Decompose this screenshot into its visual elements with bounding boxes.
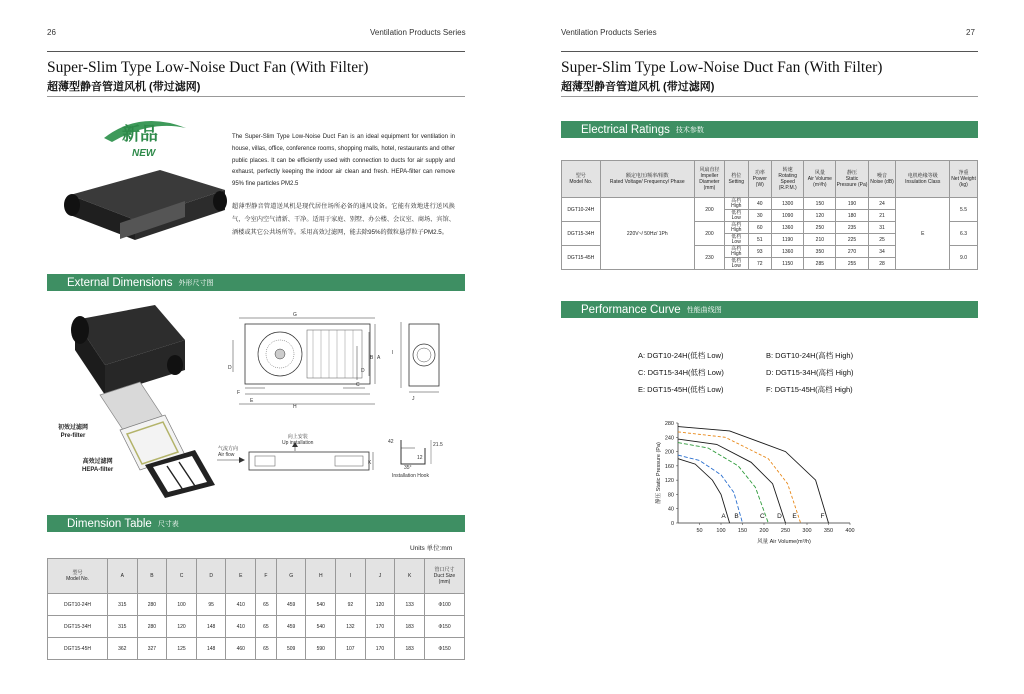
cell: Φ100 [425, 594, 465, 616]
dim-label-g: G [293, 312, 297, 318]
cell: Φ150 [425, 616, 465, 638]
y-tick-label: 200 [664, 449, 674, 456]
cell: 30 [748, 210, 772, 222]
hepa-label-cn: 高效过滤网 [82, 459, 113, 465]
cell: 148 [196, 616, 226, 638]
dim-col: A [108, 559, 138, 594]
top-view-drawing [225, 310, 385, 420]
dim-col: J [365, 559, 395, 594]
dim-col-model-en: Model No. [66, 576, 89, 582]
cell: 210 [804, 234, 836, 246]
curve-label-f: F [820, 513, 825, 520]
legend-item: C: DGT15-34H(低档 Low) [638, 368, 724, 377]
cell: 170 [365, 638, 395, 660]
x-tick-label: 350 [823, 528, 834, 534]
description-en: The Super-Slim Type Low-Noise Duct Fan is an ideal equipment for ventilation in house, villas, office, conference rooms, shopping malls, hotel, restaurants and other public places. It can be efficiently used with connection to ducts for air supply and exhaust, perfectly keeping the indoor air clean and fresh. HEPA-filter can remove 95% fine particles PM2.5 [232, 134, 455, 188]
new-badge-en: NEW [132, 148, 156, 159]
dim-label-21-5: 21.5 [433, 442, 443, 448]
cell: 190 [836, 198, 868, 210]
airflow-label [218, 446, 238, 458]
dim-label-42: 42 [388, 439, 394, 445]
up-installation-label-en: Up installation [282, 440, 314, 446]
elec-col-diameter-en: Impeller Diameter (mm) [699, 173, 720, 191]
cell: 65 [256, 594, 277, 616]
section-title: Dimension Table [67, 517, 152, 530]
cell: 280 [137, 594, 167, 616]
cell: 225 [836, 234, 868, 246]
cell: 93 [748, 246, 772, 258]
x-tick-label: 150 [737, 528, 748, 534]
cell: 107 [336, 638, 366, 660]
hepa-label [82, 458, 113, 474]
elec-col-static-pressure-en: Static Pressure (Pa) [836, 176, 868, 188]
cell: 315 [108, 594, 138, 616]
setting-high [724, 222, 748, 234]
cell: 540 [306, 616, 336, 638]
cell: 250 [804, 222, 836, 234]
performance-curve-chart [652, 415, 872, 555]
dim-col-duct-en: Duct Size [433, 573, 456, 579]
cell: 95 [196, 594, 226, 616]
cell: 120 [167, 616, 197, 638]
description-cn: 超薄型静音管道送风机是现代居住场所必备的通风设备。它能有效地进行送风换气，令室内空气清新、干净。适用于家庭、别墅、办公楼、会议室、商场、宾馆、酒楼或其它公共场所等。采用高效过滤网，能去除95%的微粒悬浮粒子PM2.5。 [232, 203, 455, 236]
curve-label-a: A [721, 513, 726, 520]
elec-col-voltage-en: Rated Voltage/ Frequency/ Phase [609, 179, 685, 185]
setting-low-en: Low [731, 214, 741, 221]
cell: DGT10-24H [48, 594, 108, 616]
units-label: Units 单位:mm [410, 545, 453, 552]
cell: 120 [804, 210, 836, 222]
cell: 200 [694, 222, 724, 246]
cell: 270 [836, 246, 868, 258]
cell: 132 [336, 616, 366, 638]
elec-col-air-volume-en: Air Volume (m³/h) [807, 176, 832, 188]
series-line-c [678, 443, 768, 523]
cell: 148 [196, 638, 226, 660]
exploded-view [55, 300, 220, 500]
dim-label-j: J [412, 396, 415, 402]
elec-col-power-en: Power (W) [752, 176, 767, 188]
legend-item: B: DGT10-24H(高档 High) [766, 351, 854, 360]
cell: 100 [167, 594, 197, 616]
elec-col-speed-cn: 转速 [782, 167, 793, 173]
cell: DGT10-24H [562, 198, 601, 222]
cell: 34 [868, 246, 896, 258]
x-tick-label: 100 [716, 528, 726, 534]
legend-item: E: DGT15-45H(低档 Low) [638, 385, 724, 394]
dim-label-h: H [293, 404, 297, 410]
y-axis-title: 静压 Static Pressure (Pa) [656, 442, 662, 504]
legend-item: A: DGT10-24H(低档 Low) [638, 351, 724, 360]
cell: Φ150 [425, 638, 465, 660]
cell: 180 [836, 210, 868, 222]
dim-col-duct [425, 559, 465, 594]
y-tick-label: 80 [667, 492, 674, 499]
table-row [48, 594, 465, 616]
cell: 24 [868, 198, 896, 210]
dim-col-duct-unit: (mm) [438, 579, 451, 585]
dim-col: I [336, 559, 366, 594]
elec-col-diameter [694, 161, 724, 198]
setting-high-cn: 高档 [731, 197, 742, 204]
dim-col: H [306, 559, 336, 594]
cell: DGT15-34H [562, 222, 601, 246]
header-rule [47, 51, 465, 52]
cell: 509 [276, 638, 306, 660]
x-tick-label: 200 [759, 528, 769, 534]
dim-label-k: K [368, 460, 372, 466]
setting-low [724, 210, 748, 222]
cell: 72 [748, 258, 772, 270]
elec-col-static-pressure [836, 161, 868, 198]
elec-col-voltage-cn: 额定电压/频率/相数 [625, 173, 669, 179]
dim-col: E [226, 559, 256, 594]
front-view-drawing [215, 440, 385, 480]
dim-label-d-left: D [228, 365, 232, 371]
table-row [48, 616, 465, 638]
cell: 235 [836, 222, 868, 234]
x-tick-label: 400 [845, 528, 855, 534]
setting-low [724, 258, 748, 270]
cell: 51 [748, 234, 772, 246]
dim-col: B [137, 559, 167, 594]
electrical-ratings-table [561, 160, 978, 270]
hepa-label-en: HEPA-filter [82, 467, 114, 473]
dim-label-e: E [250, 398, 254, 404]
setting-low-en: Low [731, 262, 741, 269]
dim-col: K [395, 559, 425, 594]
cell: DGT15-45H [48, 638, 108, 660]
prefilter-label-cn: 初效过滤网 [58, 425, 89, 431]
cell: 125 [167, 638, 197, 660]
airflow-label-cn: 气流方向 [218, 446, 239, 452]
elec-col-weight-cn: 净重 [958, 170, 969, 176]
elec-col-noise [868, 161, 896, 198]
y-tick-label: 160 [664, 463, 674, 470]
table-row [48, 638, 465, 660]
series-line-f [678, 427, 829, 523]
cell: 1090 [772, 210, 804, 222]
y-tick-label: 280 [664, 421, 674, 427]
elec-col-model-en: Model No. [569, 179, 593, 185]
section-band-performance-curve [561, 301, 978, 318]
cell: DGT15-34H [48, 616, 108, 638]
setting-high-en: High [731, 250, 742, 257]
dim-label-a: A [377, 355, 381, 361]
dimension-table [47, 558, 465, 660]
cell: 280 [137, 616, 167, 638]
curve-label-e: E [792, 513, 797, 520]
cell: 350 [804, 246, 836, 258]
legend-item: F: DGT15-45H(高档 High) [766, 385, 853, 394]
elec-col-model-cn: 型号 [575, 173, 586, 179]
elec-col-insulation [896, 161, 950, 198]
cell: 459 [276, 616, 306, 638]
elec-col-noise-en: Noise (dB) [870, 179, 894, 185]
dim-col: G [276, 559, 306, 594]
cell: 200 [694, 198, 724, 222]
elec-col-speed [772, 161, 804, 198]
cell: 6.3 [950, 222, 978, 246]
dim-col-model [48, 559, 108, 594]
y-tick-label: 240 [664, 435, 674, 442]
legend-item: D: DGT15-34H(高档 High) [766, 368, 854, 377]
side-view-drawing [395, 318, 445, 398]
title-rule [47, 96, 465, 97]
cell: 120 [365, 594, 395, 616]
x-tick-label: 300 [802, 528, 812, 534]
cell: 285 [804, 258, 836, 270]
elec-col-diameter-cn: 风扇直径 [699, 167, 720, 173]
x-tick-label: 50 [696, 528, 703, 534]
cell: 1190 [772, 234, 804, 246]
elec-col-air-volume-cn: 风量 [814, 170, 825, 176]
dim-col: D [196, 559, 226, 594]
cell: DGT15-45H [562, 246, 601, 270]
elec-col-voltage [600, 161, 694, 198]
elec-col-speed-en: Rotating Speed (R.P.M.) [778, 173, 797, 191]
cell: 230 [694, 246, 724, 270]
cell: 410 [226, 616, 256, 638]
cell: 327 [137, 638, 167, 660]
up-installation-label [282, 434, 313, 446]
x-tick-label: 250 [780, 528, 791, 534]
section-title: External Dimensions [67, 276, 173, 289]
elec-col-setting-cn: 档位 [731, 173, 742, 179]
dim-label-35: 35° [404, 465, 412, 471]
series-header: Ventilation Products Series [561, 28, 657, 37]
elec-col-static-pressure-cn: 静压 [846, 170, 857, 176]
section-band-electrical-ratings [561, 121, 978, 138]
series-line-b [678, 455, 743, 523]
page-subtitle: 超薄型静音管道风机 (带过滤网) [47, 81, 201, 93]
cell: 133 [395, 594, 425, 616]
elec-col-insulation-en: Insulation Class [905, 179, 941, 185]
dim-label-b: B [370, 355, 374, 361]
cell: E [896, 198, 950, 270]
y-tick-label: 40 [667, 506, 674, 513]
cell: 60 [748, 222, 772, 234]
curve-label-b: B [734, 513, 739, 520]
section-title-cn: 尺寸表 [157, 520, 179, 528]
cell: 220V~/ 50Hz/ 1Ph [600, 198, 694, 270]
cell: 28 [868, 258, 896, 270]
page-number: 26 [47, 28, 56, 37]
airflow-label-en: Air flow [218, 452, 235, 458]
dim-col: C [167, 559, 197, 594]
cell: 170 [365, 616, 395, 638]
section-title-cn: 外形尺寸图 [178, 279, 214, 287]
cell: 25 [868, 234, 896, 246]
cell: 315 [108, 616, 138, 638]
cell: 183 [395, 638, 425, 660]
section-band-external-dimensions [47, 274, 465, 291]
title-rule [561, 96, 978, 97]
series-header: Ventilation Products Series [370, 28, 466, 37]
setting-low-cn: 低档 [731, 257, 742, 264]
elec-col-weight [950, 161, 978, 198]
prefilter-label-en: Pre-filter [60, 433, 86, 439]
page-title: Super-Slim Type Low-Noise Duct Fan (With Filter) [47, 59, 369, 76]
cell: 31 [868, 222, 896, 234]
setting-high-en: High [731, 226, 742, 233]
cell: 65 [256, 638, 277, 660]
cell: 1360 [772, 222, 804, 234]
cell: 362 [108, 638, 138, 660]
page-number: 27 [966, 28, 975, 37]
new-badge-cn: 新品 [122, 124, 158, 144]
elec-col-power-cn: 功率 [754, 170, 765, 176]
setting-low-en: Low [731, 238, 741, 245]
dim-label-c: C [356, 382, 360, 388]
y-tick-label: 0 [670, 521, 674, 527]
page-title: Super-Slim Type Low-Noise Duct Fan (With Filter) [561, 59, 883, 76]
cell: 183 [395, 616, 425, 638]
product-photo [60, 165, 230, 255]
elec-col-setting [724, 161, 748, 198]
cell: 150 [804, 198, 836, 210]
elec-col-noise-cn: 噪音 [877, 173, 888, 179]
cell: 9.0 [950, 246, 978, 270]
setting-high-en: High [731, 202, 742, 209]
table-row [562, 198, 978, 210]
dim-label-i: I [392, 350, 394, 356]
setting-low [724, 234, 748, 246]
series-line-d [678, 439, 786, 523]
page-subtitle: 超薄型静音管道风机 (带过滤网) [561, 81, 715, 93]
cell: 65 [256, 616, 277, 638]
cell: 540 [306, 594, 336, 616]
installation-hook-label: Installation Hook [392, 473, 429, 479]
elec-col-power [748, 161, 772, 198]
cell: 255 [836, 258, 868, 270]
right-page [512, 0, 1024, 694]
curve-label-d: D [777, 513, 782, 520]
section-band-dimension-table [47, 515, 465, 532]
setting-high [724, 246, 748, 258]
cell: 1360 [772, 246, 804, 258]
setting-low-cn: 低档 [731, 209, 742, 216]
dim-label-d-right: D [361, 368, 365, 374]
section-title: Electrical Ratings [581, 123, 670, 136]
elec-col-model [562, 161, 601, 198]
up-installation-label-cn: 向上安装 [287, 434, 308, 440]
dim-label-f: F [237, 390, 241, 396]
new-badge [100, 114, 190, 166]
elec-col-insulation-cn: 电机绝缘等级 [907, 173, 938, 179]
section-title: Performance Curve [581, 303, 681, 316]
cell: 40 [748, 198, 772, 210]
cell: 410 [226, 594, 256, 616]
header-rule [561, 51, 978, 52]
cell: 92 [336, 594, 366, 616]
cell: 1300 [772, 198, 804, 210]
cell: 1150 [772, 258, 804, 270]
elec-col-weight-en: Net Weight (kg) [951, 176, 976, 188]
y-tick-label: 120 [664, 478, 674, 485]
setting-low-cn: 低档 [731, 233, 742, 240]
cell: 460 [226, 638, 256, 660]
dim-label-12: 12 [417, 455, 423, 461]
cell: 5.5 [950, 198, 978, 222]
elec-col-air-volume [804, 161, 836, 198]
cell: 590 [306, 638, 336, 660]
section-title-cn: 技术参数 [675, 126, 704, 134]
elec-col-setting-en: Setting [728, 179, 745, 185]
cell: 21 [868, 210, 896, 222]
dim-col-model-cn: 型号 [72, 570, 83, 576]
setting-high-cn: 高档 [731, 245, 742, 252]
section-title-cn: 性能曲线图 [686, 306, 722, 314]
prefilter-label [58, 424, 88, 440]
dim-col-duct-cn: 管口尺寸 [434, 567, 455, 573]
setting-high-cn: 高档 [731, 221, 742, 228]
cell: 459 [276, 594, 306, 616]
dim-col: F [256, 559, 277, 594]
setting-high [724, 198, 748, 210]
curve-label-c: C [759, 513, 765, 520]
x-axis-title: 风量 Air Volume(m³/h) [757, 539, 811, 545]
